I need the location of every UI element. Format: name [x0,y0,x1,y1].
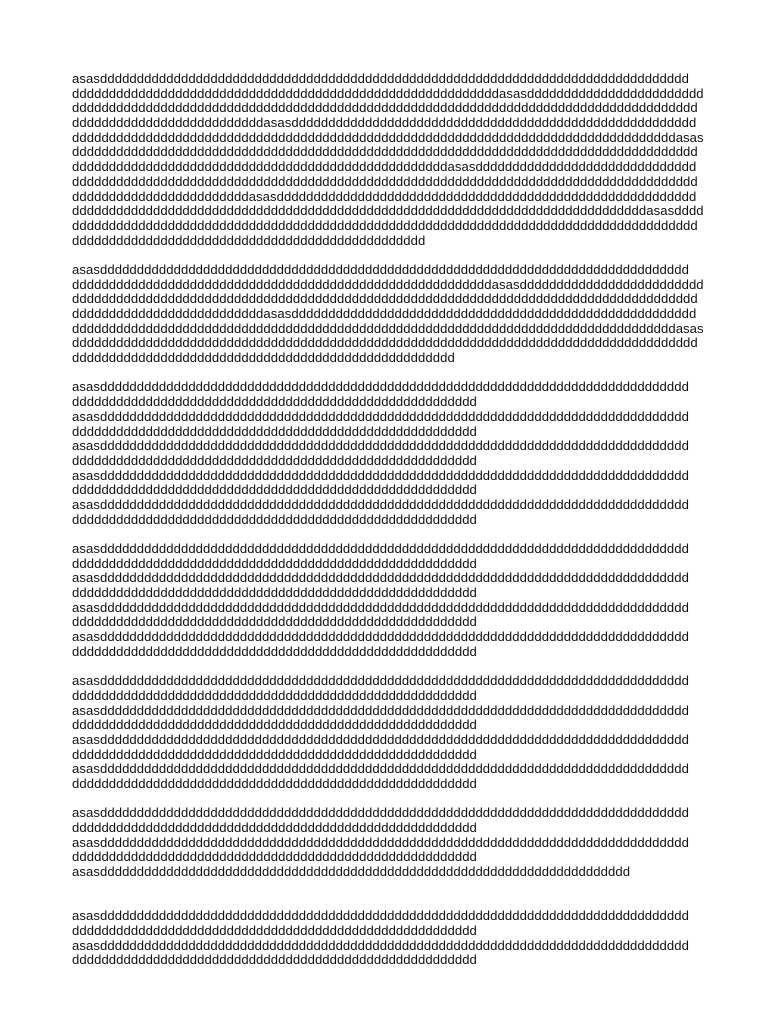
text-line: ddddddddddddddddddddddddddddddddddddddddddddddddddddddddddddddddddddddddddddddddddddd [72,100,698,116]
text-line: ddddddddddddddddddddddddddddddddddddddddddddddddddddddd [72,643,477,659]
paragraph-gap [72,792,768,807]
text-line: ddddddddddddddddddddddddddddddddddddddddddddddddddddddd [72,511,477,527]
text-line: asasdddddddddddddddddddddddddddddddddddddddddddddddddddddddddddddddddddddddddddddddd [72,570,689,586]
text-line: ddddddddddddddddddddddddddddddddddddddddddddddddddddddddddddddddddddddddddddddddddddd [72,217,698,233]
paragraph-gap [72,527,768,542]
text-line: ddddddddddddddddddddddddddddddddddddddddddddddddddddddd [72,820,477,836]
text-line: asasdddddddddddddddddddddddddddddddddddddddddddddddddddddddddddddddddddddddddddddddd [72,496,689,512]
text-line: asasdddddddddddddddddddddddddddddddddddddddddddddddddddddddddddddddddddddddddddddddd [72,731,689,747]
text-line: ddddddddddddddddddddddddddasasddddddddddddddddddddddddddddddddddddddddddddddddddddddd [72,115,697,131]
text-line: dddddddddddddddddddddddddddddddddddddddddddddddddddd [72,350,455,366]
paragraph [72,674,768,792]
text-line: ddddddddddddddddddddddddddddddddddddddddddddddddddddddd [72,423,477,439]
paragraph-gap [72,880,768,895]
text-line: ddddddddddddddddddddddddddddddddddddddddddddddddddddddddddasasdddddddddddddddddddddddd [72,85,704,101]
text-line: ddddddddddddddddddddddddddddddddddddddddddddddddddddddddddddddddddddddddddddddddddasas [72,129,704,145]
paragraph [72,909,768,968]
text-line: asasdddddddddddddddddddddddddddddddddddddddddddddddddddddddddddddddddddddddddddddddd [72,761,689,777]
paragraph [72,542,768,660]
text-line: asasdddddddddddddddddddddddddddddddddddddddddddddddddddddddddddddddddddddddddddddddd [72,408,689,424]
paragraph [72,263,768,366]
text-line: ddddddddddddddddddddddddddddddddddddddddddddddddddddddd [72,394,477,410]
text-line: ddddddddddddddddddddddddddddddddddddddddddddddddddddddddddddddddddddddddddddddddddddd [72,144,698,160]
text-line: asasdddddddddddddddddddddddddddddddddddddddddddddddddddddddddddddddddddddddddddddddd [72,937,689,953]
paragraph-gap [72,248,768,263]
text-line: asasdddddddddddddddddddddddddddddddddddddddddddddddddddddddddddddddddddddddddddddddd [72,908,689,924]
document-body [72,72,768,968]
text-line: dddddddddddddddddddddddddddddddddddddddddddddddd [72,232,426,248]
text-line: asasdddddddddddddddddddddddddddddddddddddddddddddddddddddddddddddddddddddddddddddddd [72,379,689,395]
text-line: ddddddddddddddddddddddddddddddddddddddddddddddddddddddd [72,482,477,498]
text-line: asasdddddddddddddddddddddddddddddddddddddddddddddddddddddddddddddddddddddddddddddddd [72,805,689,821]
text-line: ddddddddddddddddddddddddddddddddddddddddddddddddddddddd [72,849,477,865]
paragraph-gap [72,660,768,675]
text-line: asasdddddddddddddddddddddddddddddddddddddddddddddddddddddddddddddddddddddddddddddddd [72,599,689,615]
text-line: asasdddddddddddddddddddddddddddddddddddddddddddddddddddddddddddddddddddddddddddddddd [72,834,689,850]
text-line: asasdddddddddddddddddddddddddddddddddddddddddddddddddddddddddddddddddddddddddddddddd [72,673,689,689]
text-line: asasdddddddddddddddddddddddddddddddddddddddddddddddddddddddddddddddddddddddd [72,864,631,880]
paragraph [72,806,768,879]
text-line: ddddddddddddddddddddddddddddddddddddddddddddddddddddddd [72,776,477,791]
text-line: asasdddddddddddddddddddddddddddddddddddddddddddddddddddddddddddddddddddddddddddddddd [72,467,689,483]
text-line: ddddddddddddddddddddddddddddddddddddddddddddddddddddddddddddddddddddddddddddddddddasas [72,320,704,336]
text-line: ddddddddddddddddddddddddddddddddddddddddddddddddddddddddddddddddddddddddddddddddddddd [72,335,698,351]
text-line: asasdddddddddddddddddddddddddddddddddddddddddddddddddddddddddddddddddddddddddddddddd [72,702,689,718]
text-line: ddddddddddddddddddddddddddddddddddddddddddddddddddddddddddddddddddddddddddddddasasdddd [72,203,704,219]
text-line: ddddddddddddddddddddddddddddddddddddddddddddddddddddddd [72,555,477,571]
text-line: asasdddddddddddddddddddddddddddddddddddddddddddddddddddddddddddddddddddddddddddddddd [72,438,689,454]
text-line: ddddddddddddddddddddddddddddddddddddddddddddddddddddddd [72,952,477,968]
text-line: ddddddddddddddddddddddddasasddddddddddddddddddddddddddddddddddddddddddddddddddddddddd [72,188,697,204]
text-line: ddddddddddddddddddddddddddddddddddddddddddddddddddddddddddddddddddddddddddddddddddddd [72,291,698,307]
text-line: asasdddddddddddddddddddddddddddddddddddddddddddddddddddddddddddddddddddddddddddddddd [72,71,689,86]
text-line: ddddddddddddddddddddddddddddddddddddddddddddddddddddddddddddddddddddddddddddddddddddd [72,173,698,189]
text-line: asasdddddddddddddddddddddddddddddddddddddddddddddddddddddddddddddddddddddddddddddddd [72,629,689,645]
text-line: asasdddddddddddddddddddddddddddddddddddddddddddddddddddddddddddddddddddddddddddddddd [72,261,689,277]
text-line: dddddddddddddddddddddddddddddddddddddddddddddddddddddddddasasddddddddddddddddddddddddd [72,276,704,292]
paragraph [72,72,768,248]
text-line: dddddddddddddddddddddddddddddddddddddddddddddddddddasasdddddddddddddddddddddddddddddd [72,159,697,175]
text-line: ddddddddddddddddddddddddddddddddddddddddddddddddddddddd [72,452,477,468]
text-line: ddddddddddddddddddddddddddddddddddddddddddddddddddddddd [72,585,477,601]
text-line: ddddddddddddddddddddddddddddddddddddddddddddddddddddddd [72,614,477,630]
text-line: ddddddddddddddddddddddddddasasddddddddddddddddddddddddddddddddddddddddddddddddddddddd [72,306,697,321]
paragraph-gap [72,366,768,381]
text-line: ddddddddddddddddddddddddddddddddddddddddddddddddddddddd [72,922,477,938]
paragraph-gap [72,895,768,910]
paragraph [72,380,768,527]
text-line: ddddddddddddddddddddddddddddddddddddddddddddddddddddddd [72,717,477,733]
text-line: ddddddddddddddddddddddddddddddddddddddddddddddddddddddd [72,746,477,762]
text-line: asasdddddddddddddddddddddddddddddddddddddddddddddddddddddddddddddddddddddddddddddddd [72,541,689,556]
text-line: ddddddddddddddddddddddddddddddddddddddddddddddddddddddd [72,687,477,703]
